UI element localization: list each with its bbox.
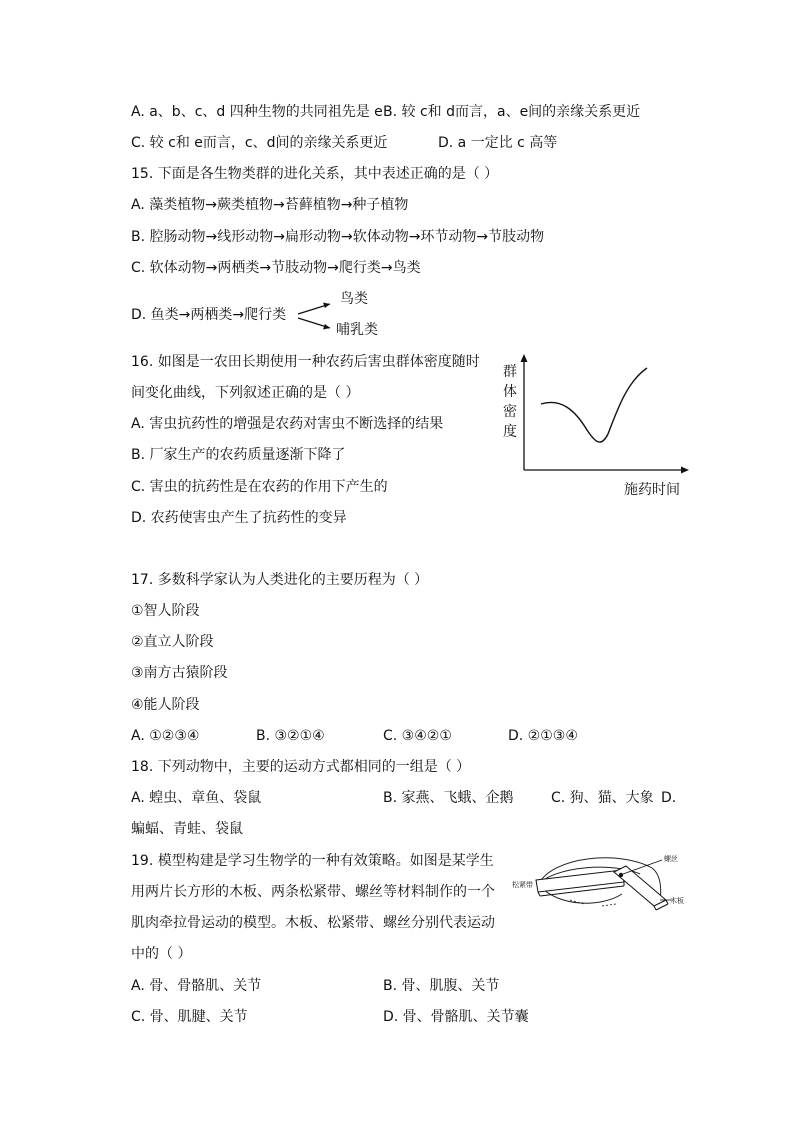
q18-option-c: C. 狗、猫、大象 <box>551 790 654 806</box>
q19-option-c: C. 骨、肌腱、关节 <box>131 1009 248 1025</box>
q15-option-d-birds: 鸟类 <box>340 291 368 307</box>
q16-option-b: B. 厂家生产的农药质量逐渐下降了 <box>131 447 346 463</box>
q19-stem-line2: 用两片长方形的木板、两条松紧带、螺丝等材料制作的一个 <box>131 884 495 900</box>
q17-stem: 17. 多数科学家认为人类进化的主要历程为（ ） <box>131 572 429 588</box>
y-label-char-3: 密 <box>503 404 517 420</box>
q15-option-d: D. 鱼类→两栖类→爬行类 <box>131 307 287 323</box>
q17-option-c: C. ③④②① <box>383 728 452 744</box>
density-curve <box>541 368 647 442</box>
q16-option-c: C. 害虫的抗药性是在农药的作用下产生的 <box>131 479 388 495</box>
q17-item-3: ③南方古猿阶段 <box>131 665 228 681</box>
q17-item-1: ①智人阶段 <box>131 603 200 619</box>
screw-icon <box>619 873 623 877</box>
q17-option-b: B. ③②①④ <box>256 728 325 744</box>
q17-option-a: A. ①②③④ <box>131 728 200 744</box>
q18-option-d: 蝙蝠、青蛙、袋鼠 <box>131 821 243 837</box>
q15-option-b: B. 腔肠动物→线形动物→扁形动物→软体动物→环节动物→节肢动物 <box>131 229 545 245</box>
muscle-model-figure <box>510 850 690 920</box>
q19-stem-line3: 肌肉牵拉骨运动的模型。木板、松紧带、螺丝分别代表运动 <box>131 915 495 931</box>
q14-option-a: A. a、b、c、d 四种生物的共同祖先是 e <box>131 104 383 120</box>
q19-option-d: D. 骨、骨骼肌、关节囊 <box>383 1009 529 1025</box>
q16-option-a: A. 害虫抗药性的增强是农药对害虫不断选择的结果 <box>131 416 444 432</box>
y-label-char-4: 度 <box>503 424 517 440</box>
q17-item-2: ②直立人阶段 <box>131 634 214 650</box>
q18-option-d-label: D. <box>661 790 677 806</box>
q19-option-a: A. 骨、骨骼肌、关节 <box>131 978 262 994</box>
q14-option-b: B. 较 c和 d而言，a、e间的亲缘关系更近 <box>383 104 641 120</box>
q14-option-c: C. 较 c和 e而言，c、d间的亲缘关系更近 <box>131 135 388 151</box>
q15-option-d-mammals: 哺乳类 <box>336 322 378 338</box>
pest-density-graph <box>495 352 695 502</box>
q15-option-c: C. 软体动物→两栖类→节肢动物→爬行类→鸟类 <box>131 260 421 276</box>
q19-stem-line4: 中的（ ） <box>131 946 192 962</box>
y-label-char-1: 群 <box>503 364 517 380</box>
q16-stem-line2: 间变化曲线，下列叙述正确的是（ ） <box>131 385 360 401</box>
label-board: 木板 <box>670 897 684 905</box>
board-upper <box>536 870 624 892</box>
label-elastic-band: 松紧带 <box>512 881 533 889</box>
q18-option-b: B. 家燕、飞蛾、企鹅 <box>383 790 514 806</box>
q16-stem-line1: 16. 如图是一农田长期使用一种农药后害虫群体密度随时 <box>131 354 480 370</box>
q19-stem-line1: 19. 模型构建是学习生物学的一种有效策略。如图是某学生 <box>131 853 494 869</box>
q15-stem: 15. 下面是各生物类群的进化关系，其中表述正确的是（ ） <box>131 166 499 182</box>
q15-option-a: A. 藻类植物→蕨类植物→苔藓植物→种子植物 <box>131 197 409 213</box>
q18-option-a: A. 蝗虫、章鱼、袋鼠 <box>131 790 262 806</box>
q17-option-d: D. ②①③④ <box>508 728 578 744</box>
q19-option-b: B. 骨、肌腹、关节 <box>383 978 500 994</box>
y-label-char-2: 体 <box>503 384 517 400</box>
q17-item-4: ④能人阶段 <box>131 697 200 713</box>
label-screw: 螺丝 <box>664 855 678 863</box>
q16-option-d: D. 农药使害虫产生了抗药性的变异 <box>131 510 347 526</box>
q14-option-d: D. a 一定比 c 高等 <box>438 135 558 151</box>
x-axis-label: 施药时间 <box>624 482 680 498</box>
q18-stem: 18. 下列动物中，主要的运动方式都相同的一组是（ ） <box>131 759 471 775</box>
